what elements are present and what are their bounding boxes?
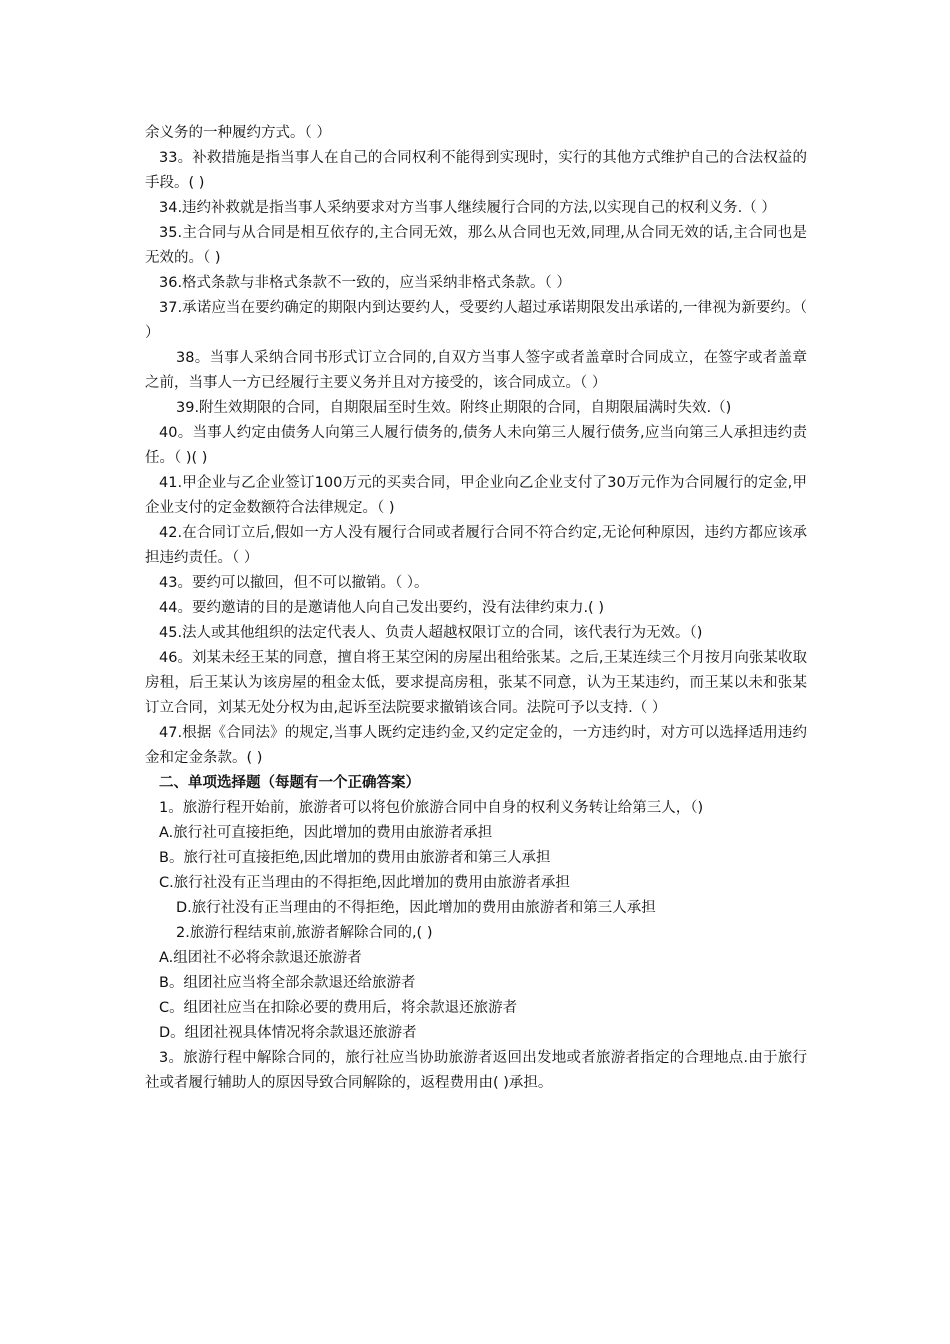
paragraph-q36: 36.格式条款与非格式条款不一致的，应当采纳非格式条款。（ ） <box>159 275 571 291</box>
paragraph-q32-tail: 余义务的一种履约方式。（ ） <box>145 125 331 141</box>
paragraph-q46: 46。刘某未经王某的同意，擅自将王某空闲的房屋出租给张某。之后,王某连续三个月按月向张某收取房租，后王某认为该房屋的租金太低，要求提高房租，张某不同意，认为王某违约，而王某以未和张某订立合同，刘某无处分权为由,起诉至法院要求撤销该合同。法院可予以支持.（ ） <box>145 650 807 716</box>
question-2-option-a: A.组团社不必将余款退还旅游者 <box>159 950 362 966</box>
question-1-option-a: A.旅行社可直接拒绝，因此增加的费用由旅游者承担 <box>159 825 493 841</box>
question-2-option-d: D。组团社视具体情况将余款退还旅游者 <box>159 1025 417 1041</box>
question-1-option-c: C.旅行社没有正当理由的不得拒绝,因此增加的费用由旅游者承担 <box>159 875 570 891</box>
paragraph-q41: 41.甲企业与乙企业签订100万元的买卖合同，甲企业向乙企业支付了30万元作为合同履行的定金,甲企业支付的定金数额符合法律规定。（ ) <box>145 475 807 516</box>
paragraph-q43: 43。要约可以撤回，但不可以撤销。（ ）。 <box>159 575 429 591</box>
paragraph-q47: 47.根据《合同法》的规定,当事人既约定违约金,又约定定金的，一方违约时，对方可以选择适用违约金和定金条款。( ) <box>145 725 807 766</box>
paragraph-q33: 33。补救措施是指当事人在自己的合同权利不能得到实现时，实行的其他方式维护自己的合法权益的手段。( ) <box>145 150 807 191</box>
paragraph-q44: 44。要约邀请的目的是邀请他人向自己发出要约，没有法律约束力.( ) <box>159 600 604 616</box>
paragraph-q40: 40。当事人约定由债务人向第三人履行债务的,债务人未向第三人履行债务,应当向第三人承担违约责任。（ )( ) <box>145 425 807 466</box>
paragraph-q45: 45.法人或其他组织的法定代表人、负责人超越权限订立的合同，该代表行为无效。（) <box>159 625 703 641</box>
question-1: 1。旅游行程开始前，旅游者可以将包价旅游合同中自身的权利义务转让给第三人，（) <box>159 800 704 816</box>
section-heading: 二、单项选择题（每题有一个正确答案） <box>159 775 420 791</box>
paragraph-q38: 38。当事人采纳合同书形式订立合同的,自双方当事人签字或者盖章时合同成立，在签字或者盖章之前，当事人一方已经履行主要义务并且对方接受的，该合同成立。（ ） <box>145 350 807 391</box>
question-2-option-c: C。组团社应当在扣除必要的费用后，将余款退还旅游者 <box>159 1000 518 1016</box>
question-2-option-b: B。组团社应当将全部余款退还给旅游者 <box>159 975 416 991</box>
question-1-option-d: D.旅行社没有正当理由的不得拒绝，因此增加的费用由旅游者和第三人承担 <box>176 900 656 916</box>
document-body <box>145 121 807 1096</box>
question-2: 2.旅游行程结束前,旅游者解除合同的,( ) <box>176 925 433 941</box>
paragraph-q42: 42.在合同订立后,假如一方人没有履行合同或者履行合同不符合约定,无论何种原因，违约方都应该承担违约责任。（ ） <box>145 525 807 566</box>
paragraph-q39: 39.附生效期限的合同，自期限届至时生效。附终止期限的合同，自期限届满时失效.（) <box>176 400 732 416</box>
paragraph-q35: 35.主合同与从合同是相互依存的,主合同无效，那么从合同也无效,同理,从合同无效的话,主合同也是无效的。（ ) <box>145 225 807 266</box>
paragraph-q37: 37.承诺应当在要约确定的期限内到达要约人，受要约人超过承诺期限发出承诺的,一律视为新要约。（ ） <box>145 300 807 341</box>
paragraph-q34: 34.违约补救就是指当事人采纳要求对方当事人继续履行合同的方法,以实现自己的权利义务.（ ） <box>159 200 776 216</box>
question-3: 3。旅游行程中解除合同的，旅行社应当协助旅游者返回出发地或者旅游者指定的合理地点.由于旅行社或者履行辅助人的原因导致合同解除的，返程费用由( )承担。 <box>145 1050 807 1091</box>
question-1-option-b: B。旅行社可直接拒绝,因此增加的费用由旅游者和第三人承担 <box>159 850 551 866</box>
